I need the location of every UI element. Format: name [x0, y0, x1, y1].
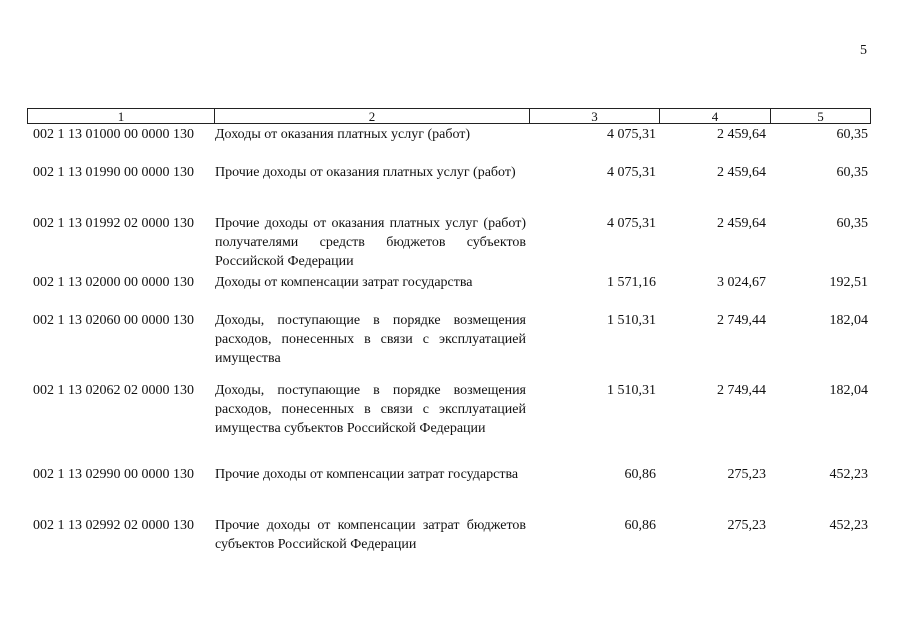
table-header [27, 108, 871, 124]
row-code: 002 1 13 01990 00 0000 130 [33, 165, 194, 180]
row-value-5: 452,23 [829, 467, 868, 482]
row-name: Прочие доходы от оказания платных услуг (работ) получателями средств бюджетов субъектов Российской Федерации [215, 216, 526, 269]
row-code: 002 1 13 02990 00 0000 130 [33, 467, 194, 482]
row-value-4: 2 459,64 [717, 216, 766, 231]
row-value-5: 60,35 [836, 216, 868, 231]
row-value-5: 182,04 [829, 313, 868, 328]
row-value-3: 60,86 [624, 467, 656, 482]
row-value-5: 452,23 [829, 518, 868, 533]
row-value-4: 3 024,67 [717, 275, 766, 290]
row-code: 002 1 13 02000 00 0000 130 [33, 275, 194, 290]
row-name: Доходы от оказания платных услуг (работ) [215, 127, 471, 142]
row-value-5: 60,35 [836, 165, 868, 180]
row-value-4: 2 459,64 [717, 127, 766, 142]
row-value-3: 4 075,31 [607, 165, 656, 180]
row-name: Прочие доходы от компенсации затрат государства [215, 467, 519, 482]
row-value-3: 1 510,31 [607, 383, 656, 398]
row-value-3: 1 571,16 [607, 275, 656, 290]
row-code: 002 1 13 01992 02 0000 130 [33, 216, 194, 231]
row-value-3: 4 075,31 [607, 216, 656, 231]
row-code: 002 1 13 02992 02 0000 130 [33, 518, 194, 533]
row-value-3: 60,86 [624, 518, 656, 533]
row-value-5: 182,04 [829, 383, 868, 398]
column-header-2: 2 [214, 109, 529, 124]
row-name: Доходы, поступающие в порядке возмещения расходов, понесенных в связи с эксплуатацией имущества субъектов Российской Федерации [215, 383, 526, 436]
row-name: Доходы от компенсации затрат государства [215, 275, 473, 290]
row-value-4: 2 749,44 [717, 383, 766, 398]
row-name: Прочие доходы от оказания платных услуг (работ) [215, 165, 516, 180]
row-value-4: 275,23 [727, 467, 766, 482]
column-header-1: 1 [117, 109, 125, 124]
row-value-5: 192,51 [829, 275, 868, 290]
row-value-4: 2 459,64 [717, 165, 766, 180]
row-value-3: 4 075,31 [607, 127, 656, 142]
row-value-3: 1 510,31 [607, 313, 656, 328]
row-name: Доходы, поступающие в порядке возмещения расходов, понесенных в связи с эксплуатацией имущества [215, 313, 526, 366]
row-value-5: 60,35 [836, 127, 868, 142]
row-code: 002 1 13 02060 00 0000 130 [33, 313, 194, 328]
row-name: Прочие доходы от компенсации затрат бюджетов субъектов Российской Федерации [215, 518, 526, 552]
column-header-5: 5 [770, 109, 870, 124]
row-value-4: 2 749,44 [717, 313, 766, 328]
column-header-4: 4 [659, 109, 770, 124]
column-header-3: 3 [529, 109, 659, 124]
row-code: 002 1 13 01000 00 0000 130 [33, 127, 194, 142]
page-number: 5 [860, 43, 867, 58]
row-code: 002 1 13 02062 02 0000 130 [33, 383, 194, 398]
row-value-4: 275,23 [727, 518, 766, 533]
